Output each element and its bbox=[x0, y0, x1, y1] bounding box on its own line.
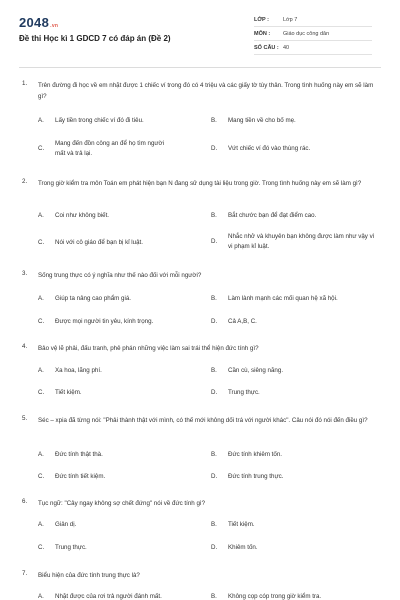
option-text: Trung thực. bbox=[55, 544, 87, 551]
option-letter: A. bbox=[38, 367, 44, 374]
answer-option-a[interactable] bbox=[38, 592, 195, 600]
meta-row-subject bbox=[254, 27, 372, 41]
answer-option-d[interactable] bbox=[211, 232, 378, 252]
page-header bbox=[0, 0, 400, 66]
answer-option-b[interactable] bbox=[211, 366, 368, 376]
answer-option-d[interactable] bbox=[211, 472, 368, 482]
option-text: Nhặt được của rơi trả người đánh mất. bbox=[55, 593, 162, 600]
meta-value: Lớp 7 bbox=[283, 16, 298, 23]
answer-option-c[interactable] bbox=[38, 238, 195, 248]
answer-option-b[interactable] bbox=[211, 294, 388, 304]
option-letter: B. bbox=[211, 451, 217, 458]
option-letter: B. bbox=[211, 117, 217, 124]
answer-option-b[interactable] bbox=[211, 450, 368, 460]
option-letter: D. bbox=[211, 389, 218, 396]
question-number: 3. bbox=[22, 270, 28, 277]
answer-option-a[interactable] bbox=[38, 366, 195, 376]
question-number: 2. bbox=[22, 178, 28, 185]
meta-value: 40 bbox=[283, 44, 290, 51]
option-letter: B. bbox=[211, 521, 217, 528]
document-meta bbox=[254, 13, 372, 55]
question-text: Sống trung thực có ý nghĩa như thế nào đối với mỗi người? bbox=[38, 272, 202, 279]
option-text: Xa hoa, lãng phí. bbox=[55, 367, 102, 374]
option-text: Khiêm tốn. bbox=[228, 544, 258, 551]
header-divider bbox=[19, 67, 381, 68]
logo-suffix: .vn bbox=[50, 23, 59, 29]
option-text: Làm lành mạnh các mối quan hệ xã hội. bbox=[228, 295, 338, 302]
answer-option-a[interactable] bbox=[38, 520, 195, 530]
question-number: 4. bbox=[22, 343, 28, 350]
option-text: Không cọp cóp trong giờ kiểm tra. bbox=[228, 593, 322, 600]
option-letter: C. bbox=[38, 544, 45, 551]
option-text: Nói với cô giáo để bạn bị kỉ luật. bbox=[55, 239, 143, 246]
option-text: Cần cù, siêng năng. bbox=[228, 367, 284, 374]
option-letter: C. bbox=[38, 239, 45, 246]
option-letter: C. bbox=[38, 389, 45, 396]
option-letter: A. bbox=[38, 295, 44, 302]
meta-label: MÔN : bbox=[254, 30, 271, 37]
option-text: Giúp ta nâng cao phẩm giá. bbox=[55, 295, 132, 302]
answer-option-a[interactable] bbox=[38, 211, 195, 221]
answer-option-c[interactable] bbox=[38, 139, 167, 159]
question-text: Biểu hiện của đức tính trung thực là? bbox=[38, 572, 140, 579]
answer-option-b[interactable] bbox=[211, 592, 368, 600]
question-text: Bảo vệ lẽ phải, đấu tranh, phê phán những việc làm sai trái thể hiện đức tính gì? bbox=[38, 345, 259, 352]
option-letter: C. bbox=[38, 318, 45, 325]
document-title: Đề thi Học kì 1 GDCD 7 có đáp án (Đề 2) bbox=[19, 34, 171, 43]
site-logo[interactable] bbox=[19, 15, 58, 30]
option-text: Coi như không biết. bbox=[55, 212, 110, 219]
meta-row-count bbox=[254, 41, 372, 55]
option-letter: D. bbox=[211, 318, 218, 325]
option-text: Lấy tiền trong chiếc ví đó đi tiêu. bbox=[55, 117, 144, 124]
answer-option-c[interactable] bbox=[38, 472, 195, 482]
answer-option-c[interactable] bbox=[38, 388, 195, 398]
option-letter: A. bbox=[38, 117, 44, 124]
answer-option-c[interactable] bbox=[38, 543, 195, 553]
option-letter: D. bbox=[211, 473, 218, 480]
option-text: Tiết kiệm. bbox=[228, 521, 255, 528]
option-letter: B. bbox=[211, 593, 217, 600]
option-letter: A. bbox=[38, 451, 44, 458]
meta-value: Giáo dục công dân bbox=[283, 30, 330, 37]
question-text: Trong giờ kiểm tra môn Toán em phát hiện bạn N đang sử dụng tài liệu trong giờ. Trong tình huống này em sẽ làm gì? bbox=[38, 180, 362, 187]
question-text: Séc – xpia đã từng nói: "Phải thành thật với mình, có thế mới không dối trá với người khác". Câu nói đó nói đến điều gì? bbox=[38, 417, 368, 424]
option-letter: A. bbox=[38, 593, 44, 600]
option-text: Nhắc nhở và khuyên bạn không được làm như vậy vì vi phạm kỉ luật. bbox=[228, 233, 375, 250]
answer-option-b[interactable] bbox=[211, 520, 368, 530]
question-number: 1. bbox=[22, 80, 28, 87]
option-letter: B. bbox=[211, 212, 217, 219]
option-text: Mang tiền về cho bố mẹ. bbox=[228, 117, 296, 124]
option-letter: C. bbox=[38, 145, 45, 152]
option-letter: D. bbox=[211, 145, 218, 152]
answer-option-b[interactable] bbox=[211, 211, 368, 221]
option-letter: D. bbox=[211, 544, 218, 551]
option-text: Đức tính khiêm tốn. bbox=[228, 451, 283, 458]
meta-label: LỚP : bbox=[254, 16, 269, 23]
option-text: Bắt chước bạn để đạt điểm cao. bbox=[228, 212, 317, 219]
question-number: 6. bbox=[22, 498, 28, 505]
answer-option-d[interactable] bbox=[211, 144, 368, 154]
option-text: Tiết kiệm. bbox=[55, 389, 82, 396]
option-text: Cả A,B, C. bbox=[228, 318, 257, 325]
answer-option-a[interactable] bbox=[38, 294, 195, 304]
meta-row-class bbox=[254, 13, 372, 27]
option-letter: B. bbox=[211, 295, 217, 302]
meta-label: SỐ CÂU : bbox=[254, 44, 279, 51]
option-text: Trung thực. bbox=[228, 389, 260, 396]
option-text: Mang đến đồn công an để họ tìm người mất và trả lại. bbox=[55, 140, 164, 157]
option-text: Được mọi người tin yêu, kính trọng. bbox=[55, 318, 154, 325]
question-number: 7. bbox=[22, 570, 28, 577]
option-text: Đức tính thật thà. bbox=[55, 451, 103, 458]
question-text: Tục ngữ: "Cây ngay không sợ chết đứng" nói về đức tính gì? bbox=[38, 500, 206, 507]
question-text: Trên đường đi học về em nhặt được 1 chiếc ví trong đó có 4 triệu và các giấy tờ tùy thân. Trong tình huống này em sẽ làm gì? bbox=[38, 82, 374, 100]
option-letter: D. bbox=[211, 238, 218, 245]
option-letter: B. bbox=[211, 367, 217, 374]
answer-option-c[interactable] bbox=[38, 317, 195, 327]
answer-option-d[interactable] bbox=[211, 317, 368, 327]
option-letter: A. bbox=[38, 212, 44, 219]
question-number: 5. bbox=[22, 415, 28, 422]
answer-option-d[interactable] bbox=[211, 543, 368, 553]
option-letter: A. bbox=[38, 521, 44, 528]
option-text: Vứt chiếc ví đó vào thùng rác. bbox=[228, 145, 311, 152]
option-text: Đức tính tiết kiệm. bbox=[55, 473, 106, 480]
logo-main: 2048 bbox=[19, 15, 50, 30]
answer-option-d[interactable] bbox=[211, 388, 368, 398]
answer-option-b[interactable] bbox=[211, 116, 368, 126]
answer-option-a[interactable] bbox=[38, 450, 195, 460]
option-text: Giản dị. bbox=[55, 521, 77, 528]
answer-option-a[interactable] bbox=[38, 116, 195, 126]
option-letter: C. bbox=[38, 473, 45, 480]
option-text: Đức tính trung thực. bbox=[228, 473, 284, 480]
